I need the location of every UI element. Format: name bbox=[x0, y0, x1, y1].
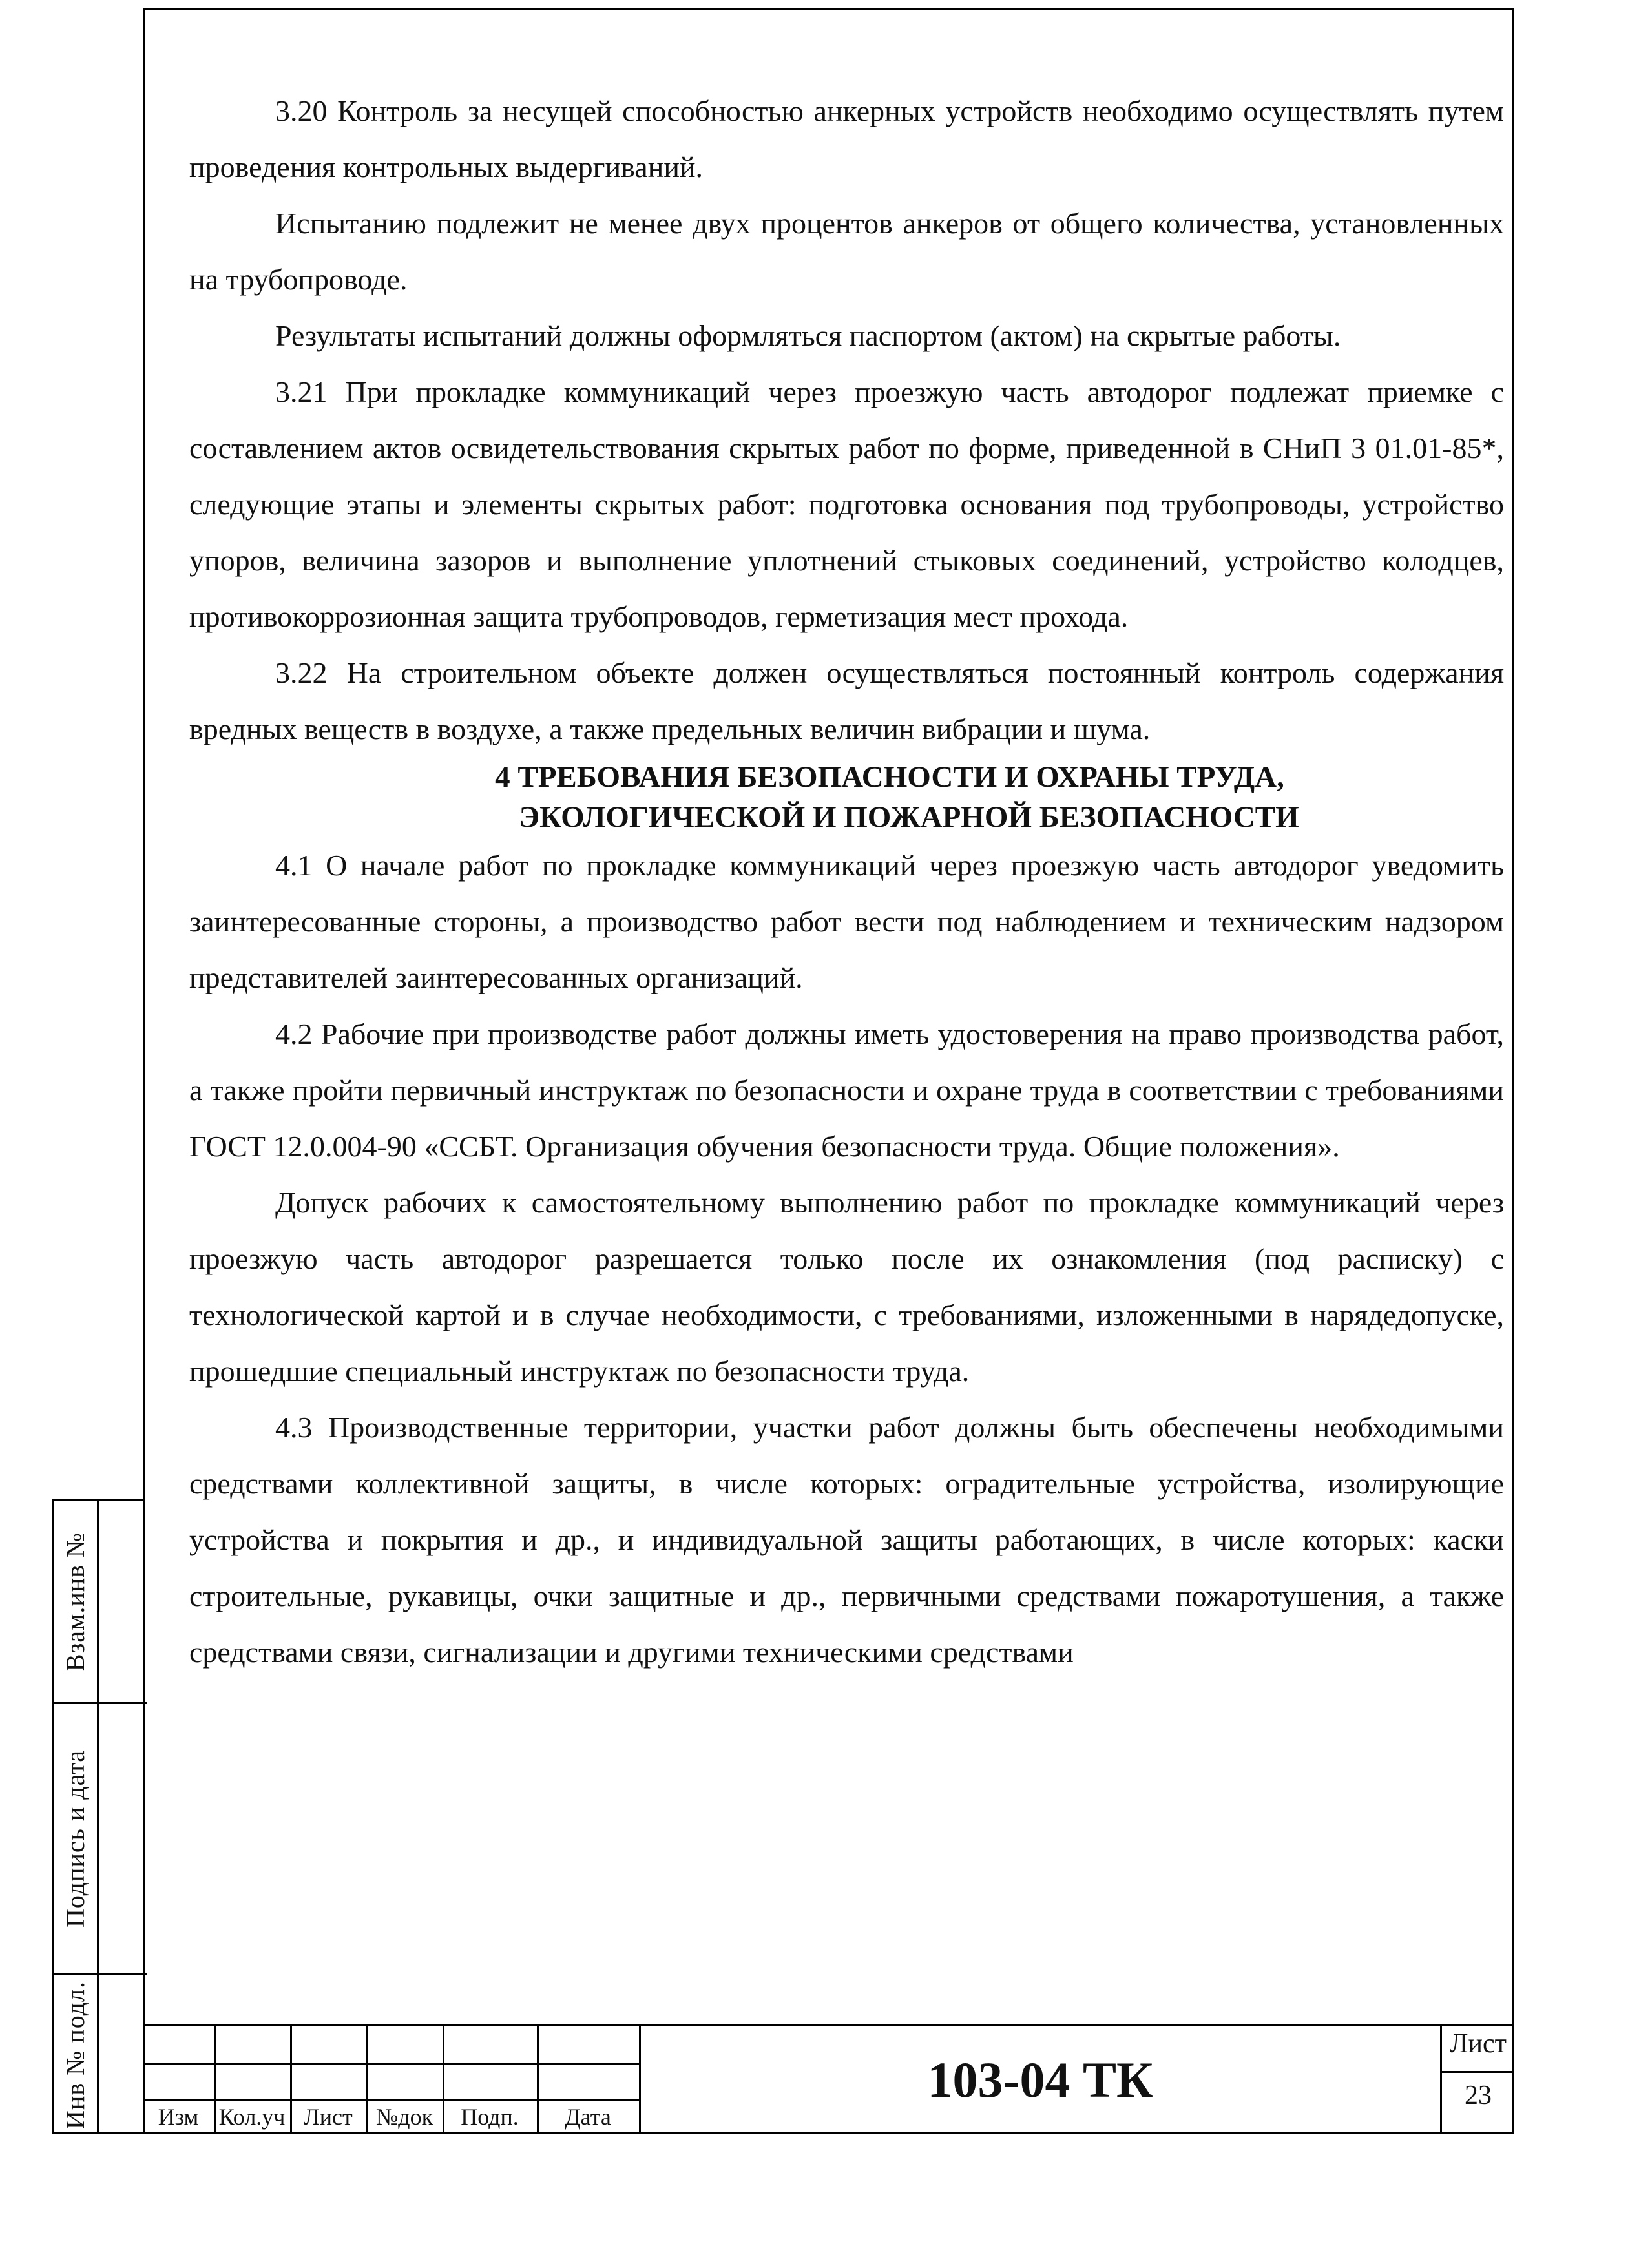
title-block-line bbox=[143, 2063, 639, 2065]
column-label-list: Лист bbox=[304, 2104, 353, 2130]
side-cell-vzam-inv bbox=[54, 1501, 147, 1704]
side-label-inv-podl: Инв № подл. bbox=[61, 1981, 90, 2129]
title-block-line bbox=[143, 2099, 639, 2101]
title-block bbox=[143, 2024, 1514, 2134]
paragraph: 3.21 При прокладке коммуникаций через проезжую часть автодорог подлежат приемке с составлением актов освидетельствования скрытых работ по форме, приведенной в СНиП 3 01.01-85*, следующие этапы и элементы скрытых работ: подготовка основания под трубопроводы, устройство упоров, величина зазоров и выполнение уплотнений стыковых соединений, устройство колодцев, противокоррозионная защита трубопроводов, герметизация мест прохода. bbox=[189, 375, 1504, 633]
side-label-podpis-data: Подпись и дата bbox=[61, 1749, 90, 1928]
paragraph: 3.20 Контроль за несущей способностью анкерных устройств необходимо осуществлять путем проведения контрольных выдергиваний. bbox=[189, 94, 1504, 183]
side-stamp bbox=[52, 1499, 145, 2134]
side-label-vzam-inv: Взам.инв № bbox=[61, 1532, 90, 1671]
column-label-ndok: №док bbox=[375, 2104, 433, 2130]
sheet-number: 23 bbox=[1465, 2081, 1492, 2110]
side-cell-inv-podl bbox=[54, 1975, 147, 2134]
column-label-kol-uch: Кол.уч bbox=[218, 2104, 286, 2130]
section-heading-line: 4 ТРЕБОВАНИЯ БЕЗОПАСНОСТИ И ОХРАНЫ ТРУДА, bbox=[495, 760, 1284, 794]
side-cell-podpis-data bbox=[54, 1704, 147, 1975]
section-heading bbox=[189, 757, 1504, 837]
title-block-line bbox=[1440, 2071, 1514, 2073]
paragraph: 4.2 Рабочие при производстве работ должны иметь удостоверения на право производства работ, а также пройти первичный инструктаж по безопасности и охране труда в соответствии с требованиями ГОСТ 12.0.004-90 «ССБТ. Организация обучения безопасности труда. Общие положения». bbox=[189, 1017, 1504, 1163]
paragraph: 3.22 На строительном объекте должен осуществляться постоянный контроль содержания вредных веществ в воздухе, а также предельных величин вибрации и шума. bbox=[189, 656, 1504, 745]
section-heading-line: ЭКОЛОГИЧЕСКОЙ И ПОЖАРНОЙ БЕЗОПАСНОСТИ bbox=[519, 800, 1299, 834]
paragraph: Испытанию подлежит не менее двух процентов анкеров от общего количества, установленных на трубопроводе. bbox=[189, 207, 1504, 296]
paragraph: 4.3 Производственные территории, участки работ должны быть обеспечены необходимыми средствами коллективной защиты, в числе которых: оградительные устройства, изолирующие устройства и покрытия и др., и индивидуальной защиты работающих, в числе которых: каски строительные, рукавицы, очки защитные и др., первичными средствами пожаротушения, а также средствами связи, сигнализации и другими техническими средствами bbox=[189, 1411, 1504, 1669]
paragraph: 4.1 О начале работ по прокладке коммуникаций через проезжую часть автодорог уведомить заинтересованные стороны, а производство работ вести под наблюдением и техническим надзором представителей заинтересованных организаций. bbox=[189, 849, 1504, 994]
paragraph: Результаты испытаний должны оформляться паспортом (актом) на скрытые работы. bbox=[275, 319, 1341, 352]
sheet-label: Лист bbox=[1450, 2029, 1507, 2059]
column-label-izm: Изм bbox=[158, 2104, 199, 2130]
column-label-data: Дата bbox=[565, 2104, 611, 2130]
document-code: 103-04 ТК bbox=[927, 2052, 1153, 2108]
paragraph: Допуск рабочих к самостоятельному выполнению работ по прокладке коммуникаций через проезжую часть автодорог разрешается только после их ознакомления (под расписку) с технологической картой и в случае необходимости, с требованиями, изложенными в нарядедопуске, прошедшие специальный инструктаж по безопасности труда. bbox=[189, 1186, 1504, 1388]
document-body bbox=[189, 83, 1504, 1680]
column-label-podp: Подп. bbox=[461, 2104, 519, 2130]
